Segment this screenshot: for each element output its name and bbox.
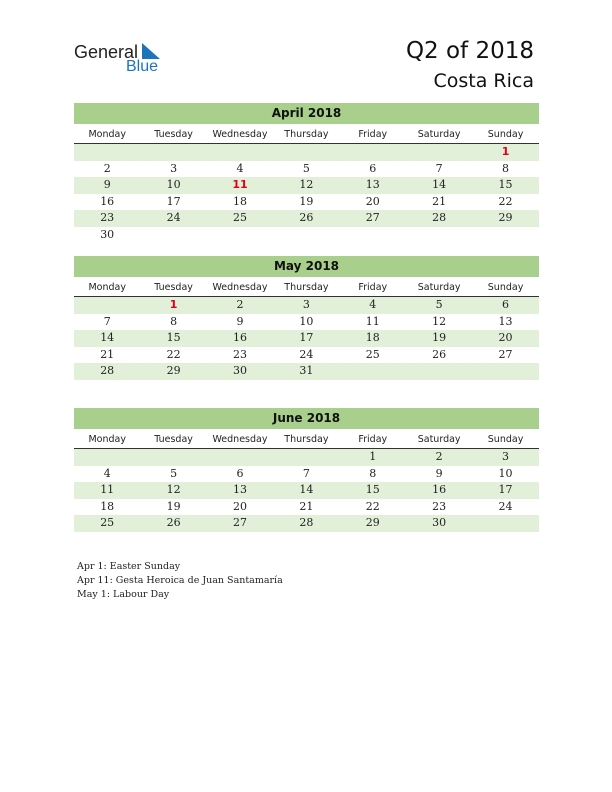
weekday-label: Thursday <box>284 282 329 293</box>
weekday-label: Friday <box>358 434 388 445</box>
day-cell: 15 <box>365 483 380 497</box>
weekday-label: Sunday <box>487 282 524 293</box>
day-cell: 18 <box>232 194 247 208</box>
day-cell: 3 <box>302 298 310 311</box>
week-row <box>74 297 539 314</box>
day-cell: 9 <box>103 178 111 192</box>
day-cell: 7 <box>302 466 310 480</box>
day-cell: 13 <box>232 483 247 497</box>
week-row <box>74 499 539 516</box>
day-cell: 21 <box>299 499 314 513</box>
day-cell <box>406 363 472 380</box>
day-cell: 22 <box>365 499 380 513</box>
day-cell <box>273 144 339 161</box>
day-cell: 20 <box>365 194 380 208</box>
day-cell: 19 <box>432 331 447 345</box>
weekday-label: Monday <box>88 282 126 293</box>
weekday-label: Monday <box>88 434 126 445</box>
day-cell: 27 <box>498 347 513 361</box>
weekday-label: Friday <box>358 282 388 293</box>
weekday-label: Wednesday <box>212 282 268 293</box>
day-cell: 4 <box>236 161 244 175</box>
logo-text-blue: Blue <box>126 58 159 75</box>
day-cell: 14 <box>432 178 447 192</box>
logo-text-general: General <box>74 42 139 62</box>
weekday-label: Saturday <box>417 129 461 140</box>
month-calendar <box>74 103 539 244</box>
weekday-label: Saturday <box>417 434 461 445</box>
week-row <box>74 330 539 347</box>
day-cell: 15 <box>166 331 181 345</box>
holiday-note: Apr 1: Easter Sunday <box>77 561 181 572</box>
week-row <box>74 144 539 161</box>
day-cell <box>406 144 472 161</box>
day-cell: 4 <box>103 466 111 480</box>
day-cell: 2 <box>103 161 111 175</box>
holiday-date: 11 <box>232 178 248 192</box>
weekday-label: Wednesday <box>212 434 268 445</box>
day-cell: 23 <box>432 499 447 513</box>
day-cell: 25 <box>100 516 115 530</box>
day-cell: 5 <box>302 161 310 175</box>
holiday-date: 1 <box>169 298 178 311</box>
month-calendar <box>74 408 539 532</box>
day-cell: 6 <box>236 466 244 480</box>
day-cell: 26 <box>166 516 181 530</box>
week-row <box>74 449 539 466</box>
month-title: June 2018 <box>74 408 539 429</box>
day-cell: 8 <box>502 161 510 175</box>
day-cell: 26 <box>299 211 314 225</box>
day-cell: 5 <box>170 466 178 480</box>
day-cell: 28 <box>432 211 447 225</box>
day-cell: 21 <box>432 194 447 208</box>
day-cell: 30 <box>232 364 247 378</box>
day-cell: 6 <box>369 161 377 175</box>
day-cell: 14 <box>299 483 314 497</box>
holiday-date: 1 <box>501 145 510 158</box>
holiday-note: May 1: Labour Day <box>77 589 170 600</box>
week-row <box>74 466 539 483</box>
weekday-label: Sunday <box>487 434 524 445</box>
day-cell: 3 <box>170 161 178 175</box>
weekday-label: Thursday <box>284 434 329 445</box>
day-cell: 23 <box>100 211 115 225</box>
day-cell: 30 <box>100 227 115 241</box>
day-cell: 21 <box>100 347 115 361</box>
day-cell: 22 <box>498 194 513 208</box>
month-title: May 2018 <box>74 256 539 277</box>
week-row <box>74 194 539 211</box>
holiday-note: Apr 11: Gesta Heroica de Juan Santamaría <box>77 575 283 586</box>
day-cell: 29 <box>365 516 380 530</box>
day-cell: 23 <box>232 347 247 361</box>
day-cell: 28 <box>299 516 314 530</box>
day-cell <box>472 227 538 244</box>
day-cell <box>140 227 206 244</box>
weekday-label: Thursday <box>284 129 329 140</box>
day-cell: 17 <box>498 483 513 497</box>
day-cell <box>140 449 206 466</box>
day-cell: 18 <box>100 499 115 513</box>
day-cell: 4 <box>369 298 377 311</box>
holiday-notes <box>77 560 283 602</box>
day-cell: 10 <box>498 466 513 480</box>
day-cell: 28 <box>100 364 115 378</box>
day-cell: 12 <box>299 178 314 192</box>
day-cell: 24 <box>498 499 513 513</box>
day-cell: 1 <box>369 450 377 463</box>
day-cell: 7 <box>435 161 443 175</box>
weekday-header-row <box>74 430 539 449</box>
day-cell: 9 <box>236 314 244 328</box>
week-row <box>74 347 539 364</box>
day-cell: 20 <box>498 331 513 345</box>
day-cell: 9 <box>435 466 443 480</box>
day-cell: 25 <box>365 347 380 361</box>
day-cell: 25 <box>232 211 247 225</box>
day-cell: 2 <box>435 450 443 463</box>
weekday-label: Sunday <box>487 129 524 140</box>
day-cell <box>340 144 406 161</box>
day-cell: 18 <box>365 331 380 345</box>
day-cell: 16 <box>232 331 247 345</box>
weekday-label: Tuesday <box>154 282 193 293</box>
day-cell: 15 <box>498 178 513 192</box>
day-cell <box>74 144 140 161</box>
day-cell <box>207 144 273 161</box>
week-row <box>74 161 539 178</box>
weekday-label: Saturday <box>417 282 461 293</box>
month-calendar <box>74 256 539 380</box>
day-cell: 7 <box>103 314 111 328</box>
day-cell <box>74 297 140 314</box>
day-cell <box>340 227 406 244</box>
weekday-label: Tuesday <box>154 129 193 140</box>
week-row <box>74 177 539 194</box>
day-cell: 13 <box>498 314 513 328</box>
day-cell: 27 <box>232 516 247 530</box>
week-row <box>74 227 539 244</box>
day-cell: 10 <box>299 314 314 328</box>
day-cell: 6 <box>502 298 510 311</box>
day-cell <box>340 363 406 380</box>
day-cell: 29 <box>166 364 181 378</box>
day-cell: 13 <box>365 178 380 192</box>
page-title: Q2 of 2018 <box>405 38 534 64</box>
day-cell <box>472 515 538 532</box>
day-cell: 29 <box>498 211 513 225</box>
day-cell: 5 <box>435 298 443 311</box>
day-cell: 22 <box>166 347 181 361</box>
week-row <box>74 482 539 499</box>
day-cell <box>207 227 273 244</box>
day-cell: 3 <box>502 450 510 463</box>
day-cell: 26 <box>432 347 447 361</box>
weekday-header-row <box>74 278 539 297</box>
day-cell: 19 <box>299 194 314 208</box>
day-cell: 8 <box>369 466 377 480</box>
weekday-label: Tuesday <box>154 434 193 445</box>
day-cell: 16 <box>432 483 447 497</box>
weekday-label: Monday <box>88 129 126 140</box>
day-cell: 24 <box>166 211 181 225</box>
day-cell: 17 <box>166 194 181 208</box>
weekday-label: Wednesday <box>212 129 268 140</box>
day-cell: 16 <box>100 194 115 208</box>
day-cell: 30 <box>432 516 447 530</box>
day-cell: 12 <box>166 483 181 497</box>
day-cell <box>472 363 538 380</box>
day-cell: 11 <box>365 314 380 328</box>
week-row <box>74 363 539 380</box>
week-row <box>74 314 539 331</box>
day-cell: 10 <box>166 178 181 192</box>
generalblue-logo <box>74 40 174 80</box>
weekday-header-row <box>74 125 539 144</box>
day-cell: 11 <box>100 483 115 497</box>
country-name: Costa Rica <box>433 70 534 92</box>
day-cell: 2 <box>236 298 244 311</box>
day-cell: 14 <box>100 331 115 345</box>
day-cell: 31 <box>299 364 314 378</box>
day-cell: 27 <box>365 211 380 225</box>
month-title: April 2018 <box>74 103 539 124</box>
day-cell: 24 <box>299 347 314 361</box>
week-row <box>74 515 539 532</box>
day-cell: 17 <box>299 331 314 345</box>
day-cell: 19 <box>166 499 181 513</box>
day-cell: 12 <box>432 314 447 328</box>
day-cell <box>273 449 339 466</box>
day-cell <box>273 227 339 244</box>
weekday-label: Friday <box>358 129 388 140</box>
day-cell: 8 <box>170 314 178 328</box>
day-cell <box>74 449 140 466</box>
day-cell: 20 <box>232 499 247 513</box>
day-cell <box>140 144 206 161</box>
day-cell <box>406 227 472 244</box>
week-row <box>74 210 539 227</box>
day-cell <box>207 449 273 466</box>
logo-triangle-icon <box>142 43 160 59</box>
